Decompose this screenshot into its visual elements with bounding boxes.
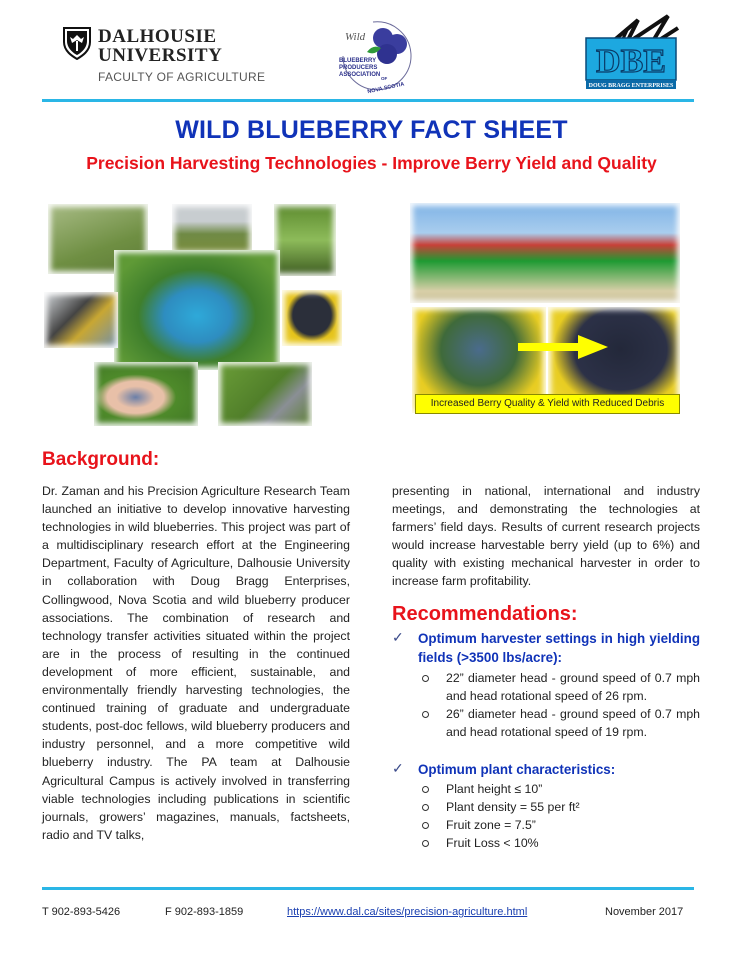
recommendations-heading: Recommendations: <box>392 603 578 625</box>
doug-bragg-enterprises-logo <box>578 14 688 94</box>
circle-bullet-icon <box>422 822 429 829</box>
dbe-logo-icon <box>578 14 688 94</box>
circle-bullet-icon <box>422 840 429 847</box>
circle-bullet-icon <box>422 675 429 682</box>
website-link[interactable]: https://www.dal.ca/sites/precision-agriculture.html <box>287 906 528 918</box>
svg-text:NOVA SCOTIA: NOVA SCOTIA <box>366 81 405 96</box>
photo-researcher-with-tray <box>274 204 336 276</box>
list-item-text: 26” diameter head - ground speed of 0.7 mph and head rotational speed of 19 rpm. <box>446 707 700 739</box>
background-text-left: Dr. Zaman and his Precision Agriculture Research Team launched an initiative to develop innovative harvesting technologies in wild blueberries. This project was part of a multidisciplinary research effort at the Engineering Department, Faculty of Agriculture, Dalhousie University in collaboration with Doug Bragg Enterprises, Collingwood, Nova Scotia and wild blueberry producer associations. The combination of research and technology transfer activities situated within the project are in the process of resulting in the continued development of more efficient, sustainable, and environmentally friendly harvesting technologies, the continued training of graduate and undergraduate students, post-doc fellows, wild blueberry producers and industry personnel, and a more competitive wild blueberry industry. The PA team at Dalhousie Agricultural Campus is actively involved in transferring viable technologies including publications in scientific journals, growers’ magazines, manuals, factsheets, radio and TV talks, <box>42 484 350 842</box>
photo-harvester-machine <box>114 250 280 370</box>
list-item <box>418 834 700 852</box>
svg-text:Wild: Wild <box>345 31 366 43</box>
list-item <box>418 669 700 705</box>
recommendation-harvester-settings <box>392 629 700 741</box>
image-caption: Increased Berry Quality & Yield with Reduced Debris <box>415 394 680 414</box>
svg-text:ASSOCIATION: ASSOCIATION <box>339 72 381 78</box>
circle-bullet-icon <box>422 711 429 718</box>
photo-tractors-harvesting <box>410 203 680 303</box>
page-title: WILD BLUEBERRY FACT SHEET <box>175 116 568 144</box>
list-item <box>418 816 700 834</box>
circle-bullet-icon <box>422 804 429 811</box>
footer-date: November 2017 <box>605 906 684 918</box>
header-divider <box>42 99 694 102</box>
list-item-text: Fruit zone = 7.5” <box>446 818 536 832</box>
footer-divider <box>42 887 694 890</box>
university-name-line1: DALHOUSIE <box>98 26 217 47</box>
recommendation-sublist <box>418 780 700 852</box>
background-text-right: presenting in national, international and industry meetings, and demonstrating the technologies at farmers’ field days. Results of current research projects would increase harvestable berry yield (up to 6%) and quality with existing mechanical harvester in order to increase farm profitability. <box>392 484 700 589</box>
blueberry-producers-association-logo <box>333 18 415 96</box>
recommendation-title: Optimum plant characteristics: <box>418 762 616 777</box>
blueberry-logo-icon <box>333 18 415 96</box>
recommendation-plant-characteristics <box>392 760 700 860</box>
arrow-right-icon <box>518 335 608 359</box>
list-item-text: 22” diameter head - ground speed of 0.7 mph and head rotational speed of 26 rpm. <box>446 671 700 703</box>
university-name <box>98 27 222 65</box>
photo-blueberry-bin <box>282 290 342 346</box>
dalhousie-crest-icon <box>62 26 92 60</box>
recommendation-title: Optimum harvester settings in high yielding fields (>3500 lbs/acre): <box>418 631 700 665</box>
list-item-text: Plant height ≤ 10” <box>446 782 543 796</box>
svg-text:DBE: DBE <box>596 43 666 80</box>
background-heading: Background: <box>42 449 160 470</box>
university-name-line2: UNIVERSITY <box>98 45 223 66</box>
recommendation-sublist <box>418 669 700 741</box>
photo-hands-holding-berries <box>94 362 198 426</box>
svg-text:OF: OF <box>381 76 388 81</box>
list-item-text: Plant density = 55 per ft² <box>446 800 580 814</box>
faculty-name: FACULTY OF AGRICULTURE <box>98 70 266 84</box>
checkmark-icon: ✓ <box>392 629 404 645</box>
footer-website <box>287 906 527 918</box>
list-item-text: Fruit Loss < 10% <box>446 836 539 850</box>
page-subtitle: Precision Harvesting Technologies - Improve Berry Yield and Quality <box>86 153 657 173</box>
svg-text:PRODUCERS: PRODUCERS <box>339 65 378 71</box>
list-item <box>418 798 700 816</box>
footer-phone: T 902-893-5426 <box>42 906 121 918</box>
harvest-comparison-collage <box>410 203 688 421</box>
svg-text:DOUG BRAGG ENTERPRISES: DOUG BRAGG ENTERPRISES <box>588 83 674 89</box>
list-item <box>418 780 700 798</box>
dalhousie-logo <box>62 26 266 86</box>
circle-bullet-icon <box>422 786 429 793</box>
list-item <box>418 705 700 741</box>
footer-fax: F 902-893-1859 <box>165 906 244 918</box>
svg-text:BLUEBERRY: BLUEBERRY <box>339 58 377 64</box>
photo-harvester-head-closeup <box>44 292 118 348</box>
research-photo-collage <box>44 198 344 428</box>
photo-researcher-kneeling <box>218 362 312 426</box>
photo-field-equipment <box>172 204 252 254</box>
checkmark-icon: ✓ <box>392 760 404 776</box>
